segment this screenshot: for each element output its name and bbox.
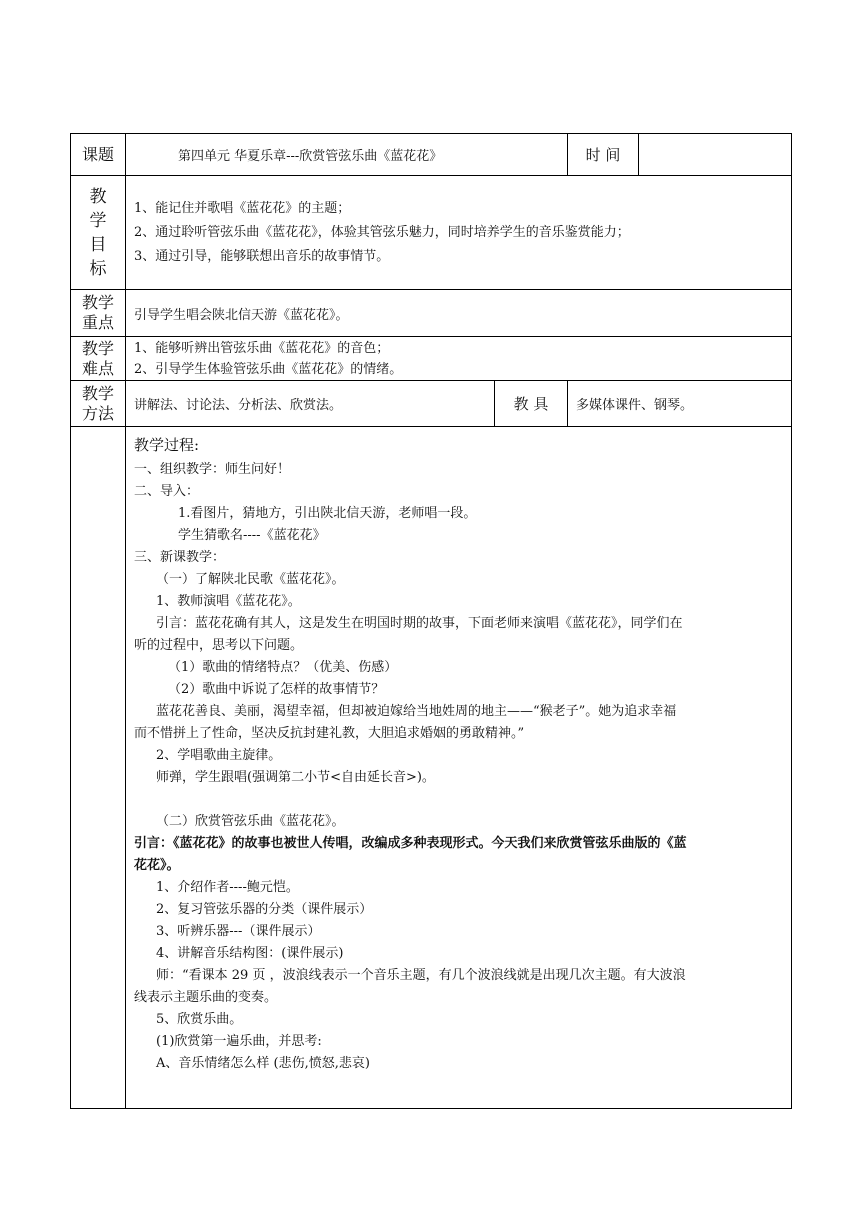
process-line: A、音乐情绪怎么样 (悲伤,愤怒,悲哀): [156, 1056, 370, 1071]
time-label: 时 间: [568, 134, 639, 176]
row-difficulty: [71, 337, 792, 381]
goals-content: [126, 176, 792, 290]
process-line: 一、组织教学：师生问好！: [134, 462, 291, 477]
goal-item: 3、通过引导，能够联想出音乐的故事情节。: [134, 248, 390, 264]
key-label-line: 教学: [81, 293, 114, 312]
process-line: 2、复习管弦乐器的分类（课件展示）: [156, 902, 373, 917]
row-key: [71, 290, 792, 337]
goal-item: 2、通过聆听管弦乐曲《蓝花花》，体验其管弦乐魅力，同时培养学生的音乐鉴赏能力；: [134, 224, 630, 240]
tools-label: 教 具: [495, 381, 568, 427]
process-line: 二、导入：: [134, 484, 200, 499]
process-line: 线表示主题乐曲的变奏。: [134, 990, 278, 1005]
method-content: 讲解法、讨论法、分析法、欣赏法。: [126, 381, 495, 427]
row-process: [71, 427, 792, 1109]
goal-item: 1、能记住并歌唱《蓝花花》的主题；: [134, 200, 351, 216]
time-value: [639, 134, 792, 176]
process-line: 1、教师演唱《蓝花花》。: [156, 594, 301, 609]
goals-label-char: 目: [89, 234, 107, 255]
process-line: 1.看图片，猜地方，引出陕北信天游，老师唱一段。: [178, 506, 477, 521]
difficulty-label: [71, 337, 126, 381]
process-content: [126, 427, 792, 1109]
process-line: 引言：蓝花花确有其人，这是发生在明国时期的故事，下面老师来演唱《蓝花花》，同学们在: [156, 616, 683, 631]
goals-label-char: 标: [89, 258, 107, 279]
process-line: 学生猜歌名----《蓝花花》: [178, 528, 326, 543]
process-line: 蓝花花善良、美丽，渴望幸福，但却被迫嫁给当地姓周的地主——“猴老子”。她为追求幸福: [156, 704, 677, 719]
row-method: [71, 381, 792, 427]
process-line: 2、学唱歌曲主旋律。: [156, 748, 282, 763]
method-label-line: 方法: [81, 403, 114, 423]
process-line: 4、讲解音乐结构图：(课件展示): [156, 946, 344, 961]
blank-line: [134, 789, 783, 811]
process-label-cell: [71, 427, 126, 1109]
difficulty-content: [126, 337, 792, 381]
process-heading: 教学过程:: [134, 436, 200, 454]
key-content: 引导学生唱会陕北信天游《蓝花花》。: [126, 290, 792, 337]
goals-label-char: 教: [89, 186, 107, 207]
process-line: 而不惜拼上了性命，坚决反抗封建礼教，大胆追求婚姻的勇敢精神。”: [134, 726, 525, 741]
difficulty-item: 1、能够听辨出管弦乐曲《蓝花花》的音色；: [134, 340, 390, 356]
process-line: （2）歌曲中诉说了怎样的故事情节？: [168, 682, 385, 697]
row-goals: [71, 176, 792, 290]
process-line: （1）歌曲的情绪特点？（优美、伤感）: [168, 660, 398, 675]
goals-label-char: 学: [89, 210, 107, 231]
difficulty-label-line: 难点: [81, 358, 114, 378]
process-line-bold: 引言：《蓝花花》的故事也被世人传唱，改编成多种表现形式。今天我们来欣赏管弦乐曲版的《蓝: [134, 836, 687, 851]
row-topic: [71, 134, 792, 176]
difficulty-item: 2、引导学生体验管弦乐曲《蓝花花》的情绪。: [134, 361, 403, 377]
method-label-line: 教学: [81, 383, 114, 403]
process-line: 三、新课教学：: [134, 550, 226, 565]
process-line-bold: 花花》。: [134, 858, 180, 873]
process-line: 师弹，学生跟唱(强调第二小节<自由延长音>)。: [156, 770, 435, 785]
process-line: 师：“看课本 29 页 ，波浪线表示一个音乐主题，有几个波浪线就是出现几次主题。有大波浪: [156, 968, 686, 983]
process-line: 听的过程中，思考以下问题。: [134, 638, 304, 653]
process-line: 3、听辨乐器---（课件展示）: [156, 924, 321, 939]
process-line: （一）了解陕北民歌《蓝花花》。: [156, 572, 345, 587]
difficulty-label-line: 教学: [81, 338, 114, 358]
process-line: （二）欣赏管弦乐曲《蓝花花》。: [156, 814, 345, 829]
method-label: [71, 381, 126, 427]
key-label: [71, 290, 126, 337]
topic-label: 课题: [71, 134, 126, 176]
topic-title: 第四单元 华夏乐章---欣赏管弦乐曲《蓝花花》: [126, 134, 568, 176]
process-line: 1、介绍作者----鲍元恺。: [156, 880, 299, 895]
process-line: (1)欣赏第一遍乐曲，并思考:: [156, 1034, 322, 1049]
goals-label: [71, 176, 126, 290]
tools-content: 多媒体课件、钢琴。: [568, 381, 792, 427]
lesson-plan-table: [70, 133, 792, 1109]
key-label-line: 重点: [81, 313, 114, 332]
process-line: 5、欣赏乐曲。: [156, 1012, 243, 1027]
